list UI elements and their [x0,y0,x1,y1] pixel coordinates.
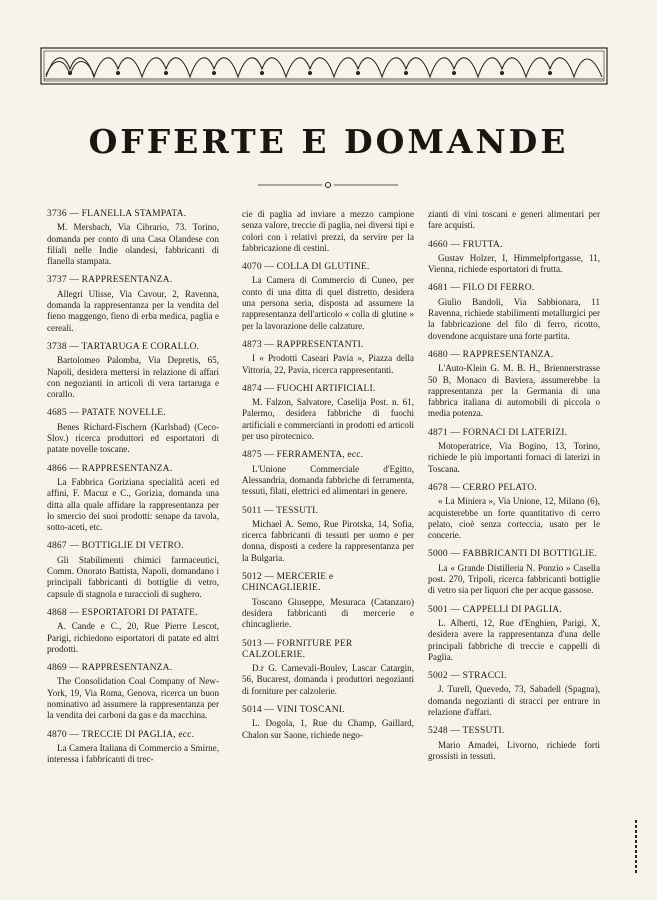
listing-entry [428,283,600,341]
entry-heading: 5248 — TESSUTI. [428,726,505,737]
entry-heading: 5014 — VINI TOSCANI. [242,704,345,715]
entry-text: A. Cande e C., 20, Rue Pierre Lescot, Parigi, richiedono esportatori di patate ed altri prodotti. [47,621,219,654]
entry-heading: 5013 — FORNITURE PER CALZOLERIE. [242,638,353,660]
continued-text [242,209,414,254]
continued-text [428,209,600,232]
listing-entry [242,705,414,741]
listing-entry [242,340,414,376]
entry-text: M. Falzon, Salvatore, Caselija Post. n. 61, Palermo, desidera fabbriche di fuochi artificiali e commercianti in prodotti ed articoli per uso pirotecnico. [242,397,414,442]
column-1 [47,209,219,773]
listing-entry [242,572,414,630]
entry-heading: 4866 — RAPPRESENTANZA. [47,463,173,474]
entry-text: Giulio Bandoli, Via Sabbionara, 11 Ravenna, richiede stabilimenti metallurgici per la fabbricazione del filo di ferro, ricotto, dovendone acquistare una forte partita. [428,296,600,341]
entry-heading: 4678 — CERRO PELATO. [428,482,537,493]
binding-mark-decoration [634,820,638,875]
listing-entry [47,408,219,455]
listing-entry [242,639,414,697]
entry-heading: 5011 — TESSUTI. [242,505,319,516]
entry-heading: 4867 — BOTTIGLIE DI VETRO. [47,541,184,552]
entry-text: Benes Richard-Fischern (Karlsbad) (Ceco-Slov.) ricerca produttori ed esportatori di patate novelle toscane. [47,421,219,455]
entry-heading: 4874 — FUOCHI ARTIFICIALI. [242,383,376,394]
listing-entry [47,541,219,599]
listing-entry [47,342,219,400]
entry-text: L. Dogola, 1, Rue du Champ, Gaillard, Chalon sur Saone, richiede nego- [242,718,414,740]
listing-entry [47,464,219,534]
entry-text: Mario Amadei, Livorno, richiede forti grossisti in tessuti. [428,739,600,761]
entry-heading: 5001 — CAPPELLI DI PAGLIA. [428,604,562,615]
listing-entry [428,483,600,541]
listing-entry [47,209,219,267]
entry-text: Toscano Giuseppe, Mesuraca (Catanzaro) desidera fabbricanti di mercerie e chincaglierie. [242,596,414,630]
entry-text: L'Auto-Klein G. M. B. H., Briennerstrasse 50 B, Monaco di Baviera, assumerebbe la rappresentanza per la Germania di una fabbrica italiana di automobili di piccola o media potenza. [428,363,600,419]
listing-entry [47,608,219,655]
entry-text: The Consolidation Coal Company of New-York, 19, Via Roma, Genova, ricerca un buon nominativo ad assumere la rappresentanza per la vendita dei carboni da gas e da macchina. [47,676,219,721]
entry-text: Michael A. Semo, Rue Pirotska, 14, Sofia, ricerca fabbricanti di tessuti per uomo e per donna, disposti a cedere la rappresentanza per la Bulgaria. [242,518,414,563]
entry-heading: 4070 — COLLA DI GLUTINE. [242,262,370,273]
entry-text: Bartolomeo Palomba, Via Depretis, 65, Napoli, desidera mettersi in relazione di affari con negozianti in articoli di vera tartaruga e corallo. [47,355,219,400]
entry-heading: 4685 — PATATE NOVELLE. [47,408,166,419]
entry-heading: 4870 — TRECCIE DI PAGLIA, ecc. [47,729,195,740]
listing-entry [242,262,414,332]
listing-entry [47,663,219,721]
entry-text: Motoperatrice, Via Bogino, 13, Torino, richiede le più importanti fornaci di laterizi in Toscana. [428,441,600,474]
listing-entry [242,384,414,442]
entry-heading: 4875 — FERRAMENTA, ecc. [242,450,364,461]
ornamental-border [40,47,608,85]
entry-heading: 4868 — ESPORTATORI DI PATATE. [47,607,198,618]
listing-entry [47,275,219,333]
entry-heading: 4680 — RAPPRESENTANZA. [428,349,554,360]
entry-text: La Fabbrica Goriziana specialità aceti ed affini, F. Macuz e C., Gorizia, domanda una ditta alla quale affidare la rappresentanza per lo smercio dei suoi prodotti: senape da tavola, sotto-aceti, etc. [47,476,219,533]
listing-entry [242,450,414,497]
entry-text: Gustav Holzer, I, Himmelpfortgasse, 11, Vienna, richiede esportatori di frutta. [428,252,600,275]
listing-entry [428,240,600,276]
entry-text: La Camera di Commercio di Cuneo, per conto di una ditta di quel distretto, desidera una persona seria, disposta ad assumere la rappresentanza dell'articolo « colla di glutine » per la lavorazione delle calzature. [242,275,414,331]
listing-entry [428,605,600,663]
entry-text: D.r G. Carnevali-Boulev, Lascar Catargin, 56, Bucarest, domanda i produttori negozianti di forniture per calzolerie. [242,663,414,696]
entry-text: La « Grande Distilleria N. Ponzio » Casella post. 270, Tripoli, ricerca fabbricanti bottiglie di vetro sia per liquori che per acque gassose. [428,562,600,596]
entry-heading: 5000 — FABBRICANTI DI BOTTIGLIE. [428,549,598,560]
entry-heading: 4871 — FORNACI DI LATERIZI. [428,427,568,438]
title-rule-ornament [258,181,398,189]
column-3 [428,209,600,770]
entry-heading: 3737 — RAPPRESENTANZA. [47,275,173,286]
entry-text: L'Unione Commerciale d'Egitto, Alessandria, domanda fabbriche di ferramenta, tessuti, filati, elettrici ed alimentari in genere. [242,463,414,497]
entry-text: L. Alberti, 12, Rue d'Enghien, Parigi, X, desidera avere la rappresentanza d'una delle principali fabbriche di treccie e cappelli di Paglia. [428,617,600,662]
entry-text: « La Miniera », Via Unione, 12, Milano (6), acquisterebbe un forte quantitativo di cerro pelato, cioè senza corteccia, usato per le concerie. [428,496,600,541]
entry-text: I « Prodotti Caseari Pavia », Piazza della Vittoria, 22, Pavia, ricerca rappresentanti. [242,353,414,375]
entry-text: zianti di vini toscani e generi alimentari per fare acquisti. [428,209,600,231]
listing-entry [428,671,600,718]
entry-text: cie di paglia ad inviare a mezzo campione senza valore, treccie di paglia, nei diversi tipi e colori con i relativi prezzi, da servire per la fabbricazione di cestini. [242,209,414,253]
entry-heading: 4869 — RAPPRESENTANZA. [47,663,173,674]
entry-text: J. Turell, Quevedo, 73, Sabadell (Spagna), domanda negozianti di stracci per entrare in relazione d'affari. [428,684,600,717]
entry-heading: 4681 — FILO DI FERRO. [428,283,535,294]
entry-heading: 4660 — FRUTTA. [428,239,503,250]
entry-heading: 3738 — TARTARUGA E CORALLO. [47,341,200,352]
entry-text: Gli Stabilimenti chimici farmaceutici, Comm. Onorato Battista, Napoli, domandano i principali fabbricanti di bottiglie di vetro, capsule di stagnola e turaccioli di sughero. [47,554,219,599]
entry-text: M. Mersbach, Via Cibrario, 73. Torino, domanda per conto di una Casa Olandese con filiali nelle Indie olandesi, fabbricanti di flanella stampata. [47,222,219,267]
listing-entry [428,549,600,596]
page-title: OFFERTE E DOMANDE [88,122,569,161]
listing-entry [428,428,600,475]
column-2 [242,209,414,749]
entry-heading: 5002 — STRACCI. [428,671,507,682]
entry-heading: 3736 — FLANELLA STAMPATA. [47,209,187,219]
entry-text: La Camera Italiana di Commercio a Smirne, interessa i fabbricanti di trec- [47,742,219,765]
entry-text: Allegri Ulisse, Via Cavour, 2, Ravenna, domanda la rappresentanza per la vendita del fieno maggengo, fieno di erba medica, paglia e cereali. [47,288,219,333]
listing-entry [242,506,414,564]
listing-entry [428,350,600,420]
entry-heading: 4873 — RAPPRESENTANTI. [242,339,364,350]
listing-entry [47,730,219,766]
listing-entry [428,726,600,762]
entry-heading: 5012 — MERCERIE e CHINCAGLIERIE. [242,572,334,594]
